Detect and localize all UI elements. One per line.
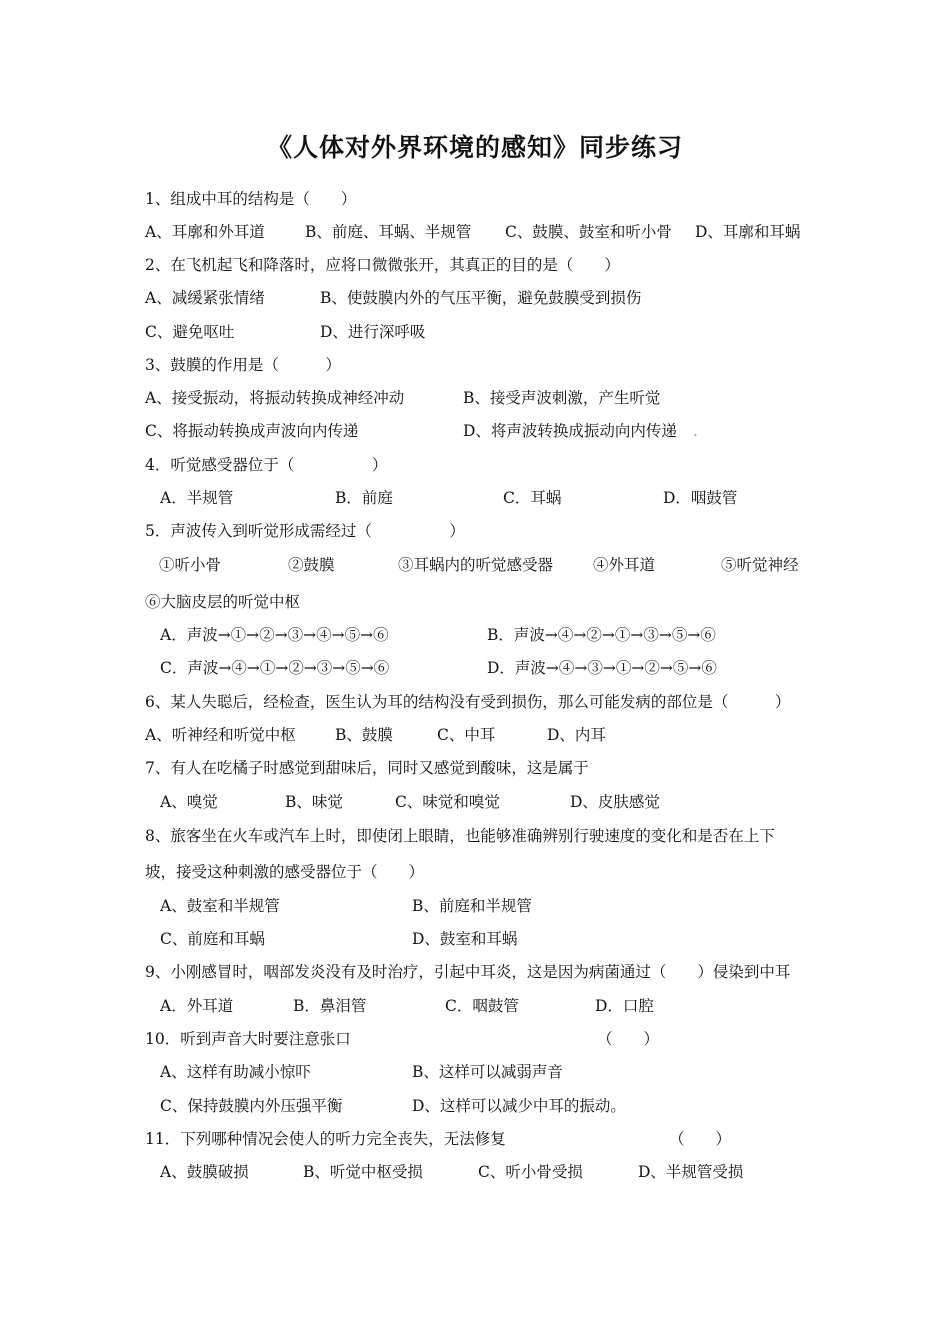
question-8-stem-line1: 8、旅客坐在火车或汽车上时，即使闭上眼睛，也能够准确辨别行驶速度的变化和是否在上下 [145, 827, 775, 845]
question-3-stem: 3、鼓膜的作用是（ ） [145, 356, 341, 374]
option-d: D、鼓室和耳蜗 [412, 930, 518, 948]
option-c: C．声波→④→①→②→③→⑤→⑥ [160, 659, 390, 677]
option-c: C、前庭和耳蜗 [160, 930, 265, 948]
question-2-stem: 2、在飞机起飞和降落时，应将口微微张开，其真正的目的是（ ） [145, 256, 620, 274]
question-6-stem: 6、某人失聪后，经检查，医生认为耳的结构没有受到损伤，那么可能发病的部位是（ ） [145, 693, 791, 711]
item-2: ②鼓膜 [288, 556, 335, 574]
option-c: C、避免呕吐 [145, 323, 235, 341]
option-c: C、听小骨受损 [478, 1163, 583, 1181]
option-a: A、嗅觉 [160, 793, 218, 811]
option-d: D、进行深呼吸 [320, 323, 426, 341]
item-3: ③耳蜗内的听觉感受器 [398, 556, 554, 574]
option-a: A、这样有助减小惊吓 [160, 1063, 311, 1081]
option-b: B、前庭、耳蜗、半规管 [305, 223, 472, 241]
option-b: B、这样可以减弱声音 [412, 1063, 563, 1081]
option-d: D．口腔 [595, 997, 654, 1015]
answer-paren: （ ） [597, 1030, 660, 1048]
option-d: D．声波→④→③→①→②→⑤→⑥ [487, 659, 717, 677]
question-9-stem: 9、小刚感冒时，咽部发炎没有及时治疗，引起中耳炎，这是因为病菌通过（ ）侵染到中耳 [145, 963, 791, 981]
option-b: B、鼓膜 [335, 726, 393, 744]
question-4-stem: 4．听觉感受器位于（ ） [145, 456, 388, 474]
option-b: B．前庭 [335, 489, 393, 507]
option-a: A、耳廓和外耳道 [145, 223, 265, 241]
item-5: ⑤听觉神经 [721, 556, 799, 574]
option-a: A．半规管 [160, 489, 234, 507]
option-a: A、接受振动，将振动转换成神经冲动 [145, 389, 405, 407]
question-5-stem: 5．声波传入到听觉形成需经过（ ） [145, 522, 465, 540]
option-c: C、鼓膜、鼓室和听小骨 [505, 223, 672, 241]
option-a: A．声波→①→②→③→④→⑤→⑥ [160, 626, 389, 644]
option-d: D、这样可以减少中耳的振动。 [412, 1097, 626, 1115]
option-a: A．外耳道 [160, 997, 234, 1015]
option-b: B、接受声波刺激，产生听觉 [463, 389, 661, 407]
option-a: A、听神经和听觉中枢 [145, 726, 296, 744]
option-b: B、前庭和半规管 [412, 897, 532, 915]
page-title: 《人体对外界环境的感知》同步练习 [266, 133, 683, 162]
item-1: ①听小骨 [159, 556, 222, 574]
option-c: C、保持鼓膜内外压强平衡 [160, 1097, 343, 1115]
option-b: B、使鼓膜内外的气压平衡，避免鼓膜受到损伤 [320, 289, 642, 307]
question-11-text: 11．下列哪种情况会使人的听力完全丧失，无法修复 [145, 1130, 506, 1148]
item-4: ④外耳道 [593, 556, 656, 574]
option-d: D、皮肤感觉 [570, 793, 660, 811]
option-c: C、将振动转换成声波向内传递 [145, 422, 359, 440]
option-b: B．鼻泪管 [293, 997, 367, 1015]
option-a: A、鼓室和半规管 [160, 897, 280, 915]
stray-mark: . [693, 422, 698, 440]
option-d: D、半规管受损 [638, 1163, 744, 1181]
option-b: B、味觉 [285, 793, 343, 811]
question-10-text: 10．听到声音大时要注意张口 [145, 1030, 351, 1048]
question-8-stem-line2: 坡，接受这种刺激的感受器位于（ ） [145, 863, 425, 881]
option-d: D、内耳 [547, 726, 606, 744]
option-c: C、中耳 [437, 726, 496, 744]
option-d: D、耳廓和耳蜗 [695, 223, 801, 241]
option-c: C．耳蜗 [503, 489, 562, 507]
option-b: B、听觉中枢受损 [303, 1163, 423, 1181]
answer-paren: （ ） [669, 1130, 732, 1148]
option-d: D、将声波转换成振动向内传递 [463, 422, 677, 440]
question-1-stem: 1、组成中耳的结构是（ ） [145, 190, 357, 208]
question-7-stem: 7、有人在吃橘子时感觉到甜味后，同时又感觉到酸味，这是属于 [145, 759, 589, 777]
option-a: A、鼓膜破损 [160, 1163, 249, 1181]
item-6: ⑥大脑皮层的听觉中枢 [145, 593, 301, 611]
option-a: A、减缓紧张情绪 [145, 289, 265, 307]
option-c: C、味觉和嗅觉 [395, 793, 500, 811]
option-b: B．声波→④→②→①→③→⑤→⑥ [487, 626, 716, 644]
option-c: C．咽鼓管 [445, 997, 519, 1015]
option-d: D．咽鼓管 [663, 489, 738, 507]
